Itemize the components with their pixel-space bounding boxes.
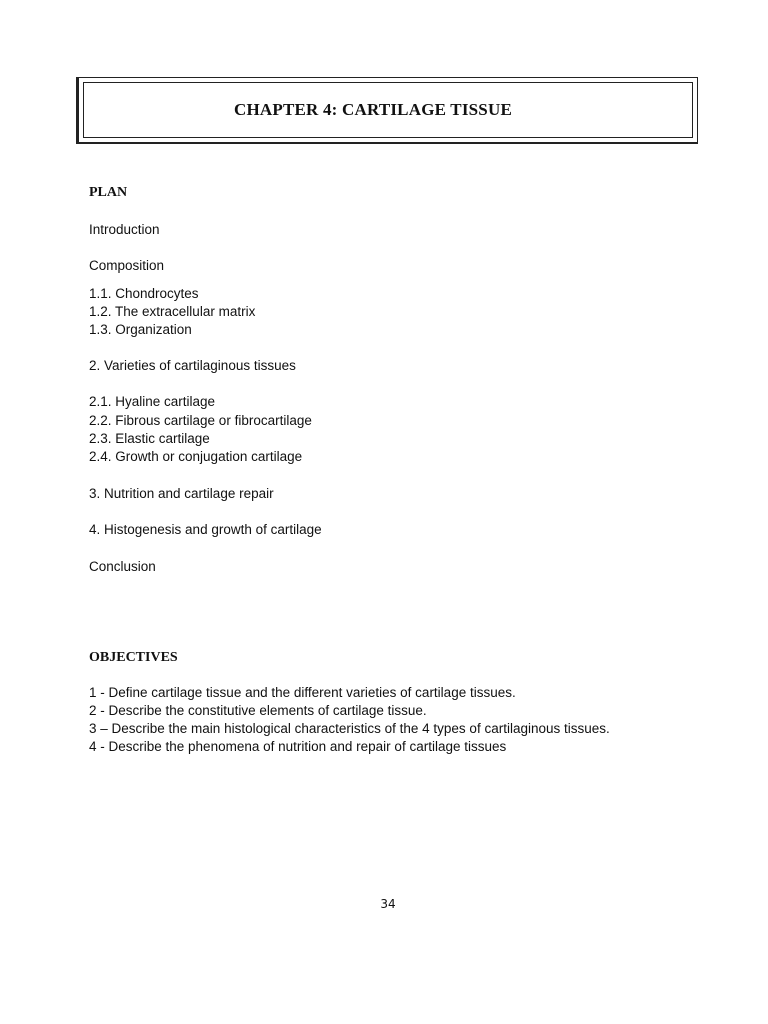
plan-item: Composition: [89, 258, 165, 273]
plan-heading: PLAN: [89, 185, 128, 200]
page-number: 34: [380, 897, 396, 911]
plan-item: 1.2. The extracellular matrix: [89, 304, 256, 319]
plan-item: Conclusion: [89, 559, 156, 574]
plan-item: 2.2. Fibrous cartilage or fibrocartilage: [89, 413, 312, 428]
plan-item: 3. Nutrition and cartilage repair: [89, 486, 274, 501]
plan-item: Introduction: [89, 222, 160, 237]
plan-item: 2.4. Growth or conjugation cartilage: [89, 449, 303, 464]
plan-item: 2.1. Hyaline cartilage: [89, 394, 216, 409]
plan-item: 2. Varieties of cartilaginous tissues: [89, 358, 296, 373]
plan-item: 4. Histogenesis and growth of cartilage: [89, 522, 322, 537]
objective-item: 2 - Describe the constitutive elements of cartilage tissue.: [89, 703, 427, 718]
plan-item: 1.1. Chondrocytes: [89, 286, 199, 301]
objective-item: 3 – Describe the main histological characteristics of the 4 types of cartilaginous tissues.: [89, 721, 610, 736]
plan-item: 1.3. Organization: [89, 322, 192, 337]
chapter-title: CHAPTER 4: CARTILAGE TISSUE: [234, 100, 512, 119]
chapter-title-inner-frame: [83, 82, 693, 138]
plan-item: 2.3. Elastic cartilage: [89, 431, 210, 446]
objectives-heading: OBJECTIVES: [89, 650, 178, 665]
objective-item: 4 - Describe the phenomena of nutrition and repair of cartilage tissues: [89, 739, 507, 754]
objective-item: 1 - Define cartilage tissue and the different varieties of cartilage tissues.: [89, 685, 516, 700]
chapter-title-frame: [76, 77, 698, 144]
